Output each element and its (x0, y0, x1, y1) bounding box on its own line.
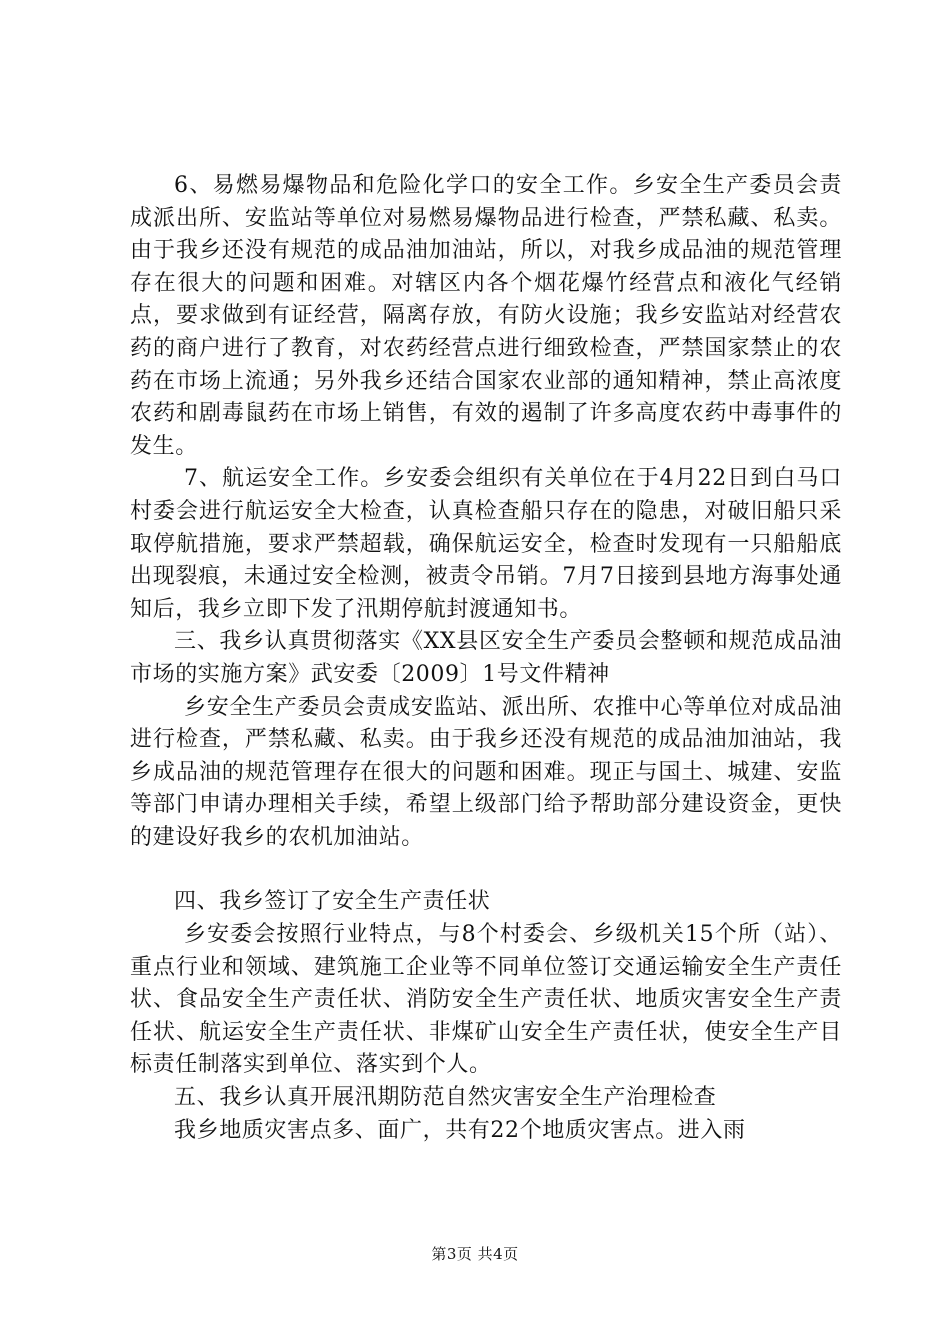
section-heading-5: 五、我乡认真开展汛期防范自然灾害安全生产治理检查 (174, 1085, 717, 1111)
section-3-body: 乡安全生产委员会责成安监站、派出所、农推中心等单位对成品油进行检查，严禁私藏、私卖。由于我乡还没有规范的成品油加油站，我乡成品油的规范管理存在很大的问题和困难。现正与国土、城建、安监等部门申请办理相关手续，希望上级部门给予帮助部分建设资金，更快的建设好我乡的农机加油站。 (130, 694, 842, 850)
section-4-body: 乡安委会按照行业特点，与8个村委会、乡级机关15个所（站）、重点行业和领域、建筑施工企业等不同单位签订交通运输安全生产责任状、食品安全生产责任状、消防安全生产责任状、地质灾害安全生产责任状、航运安全生产责任状、非煤矿山安全生产责任状，使安全生产目标责任制落实到单位、落实到个人。 (130, 922, 842, 1078)
section-heading-3: 三、我乡认真贯彻落实《XX县区安全生产委员会整顿和规范成品油市场的实施方案》武安委〔2009〕1号文件精神 (130, 629, 842, 687)
paragraph-item-6: 6、易燃易爆物品和危险化学口的安全工作。乡安全生产委员会责成派出所、安监站等单位对易燃易爆物品进行检查，严禁私藏、私卖。由于我乡还没有规范的成品油加油站，所以，对我乡成品油的规范管理存在很大的问题和困难。对辖区内各个烟花爆竹经营点和液化气经销点，要求做到有证经营，隔离存放，有防火设施；我乡安监站对经营农药的商户进行了教育，对农药经营点进行细致检查，严禁国家禁止的农药在市场上流通；另外我乡还结合国家农业部的通知精神，禁止高浓度农药和剧毒鼠药在市场上销售，有效的遏制了许多高度农药中毒事件的发生。 (130, 173, 842, 459)
page-footer: 第3页 共4页 (431, 1245, 519, 1263)
section-heading-4: 四、我乡签订了安全生产责任状 (174, 889, 491, 915)
document-body (130, 170, 842, 1147)
paragraph-item-7: 7、航运安全工作。乡安委会组织有关单位在于4月22日到白马口村委会进行航运安全大检查，认真检查船只存在的隐患，对破旧船只采取停航措施，要求严禁超载，确保航运安全，检查时发现有一只船船底出现裂痕，未通过安全检测，被责令吊销。7月7日接到县地方海事处通知后，我乡立即下发了汛期停航封渡通知书。 (130, 466, 842, 622)
section-5-body: 我乡地质灾害点多、面广，共有22个地质灾害点。进入雨 (174, 1117, 746, 1143)
